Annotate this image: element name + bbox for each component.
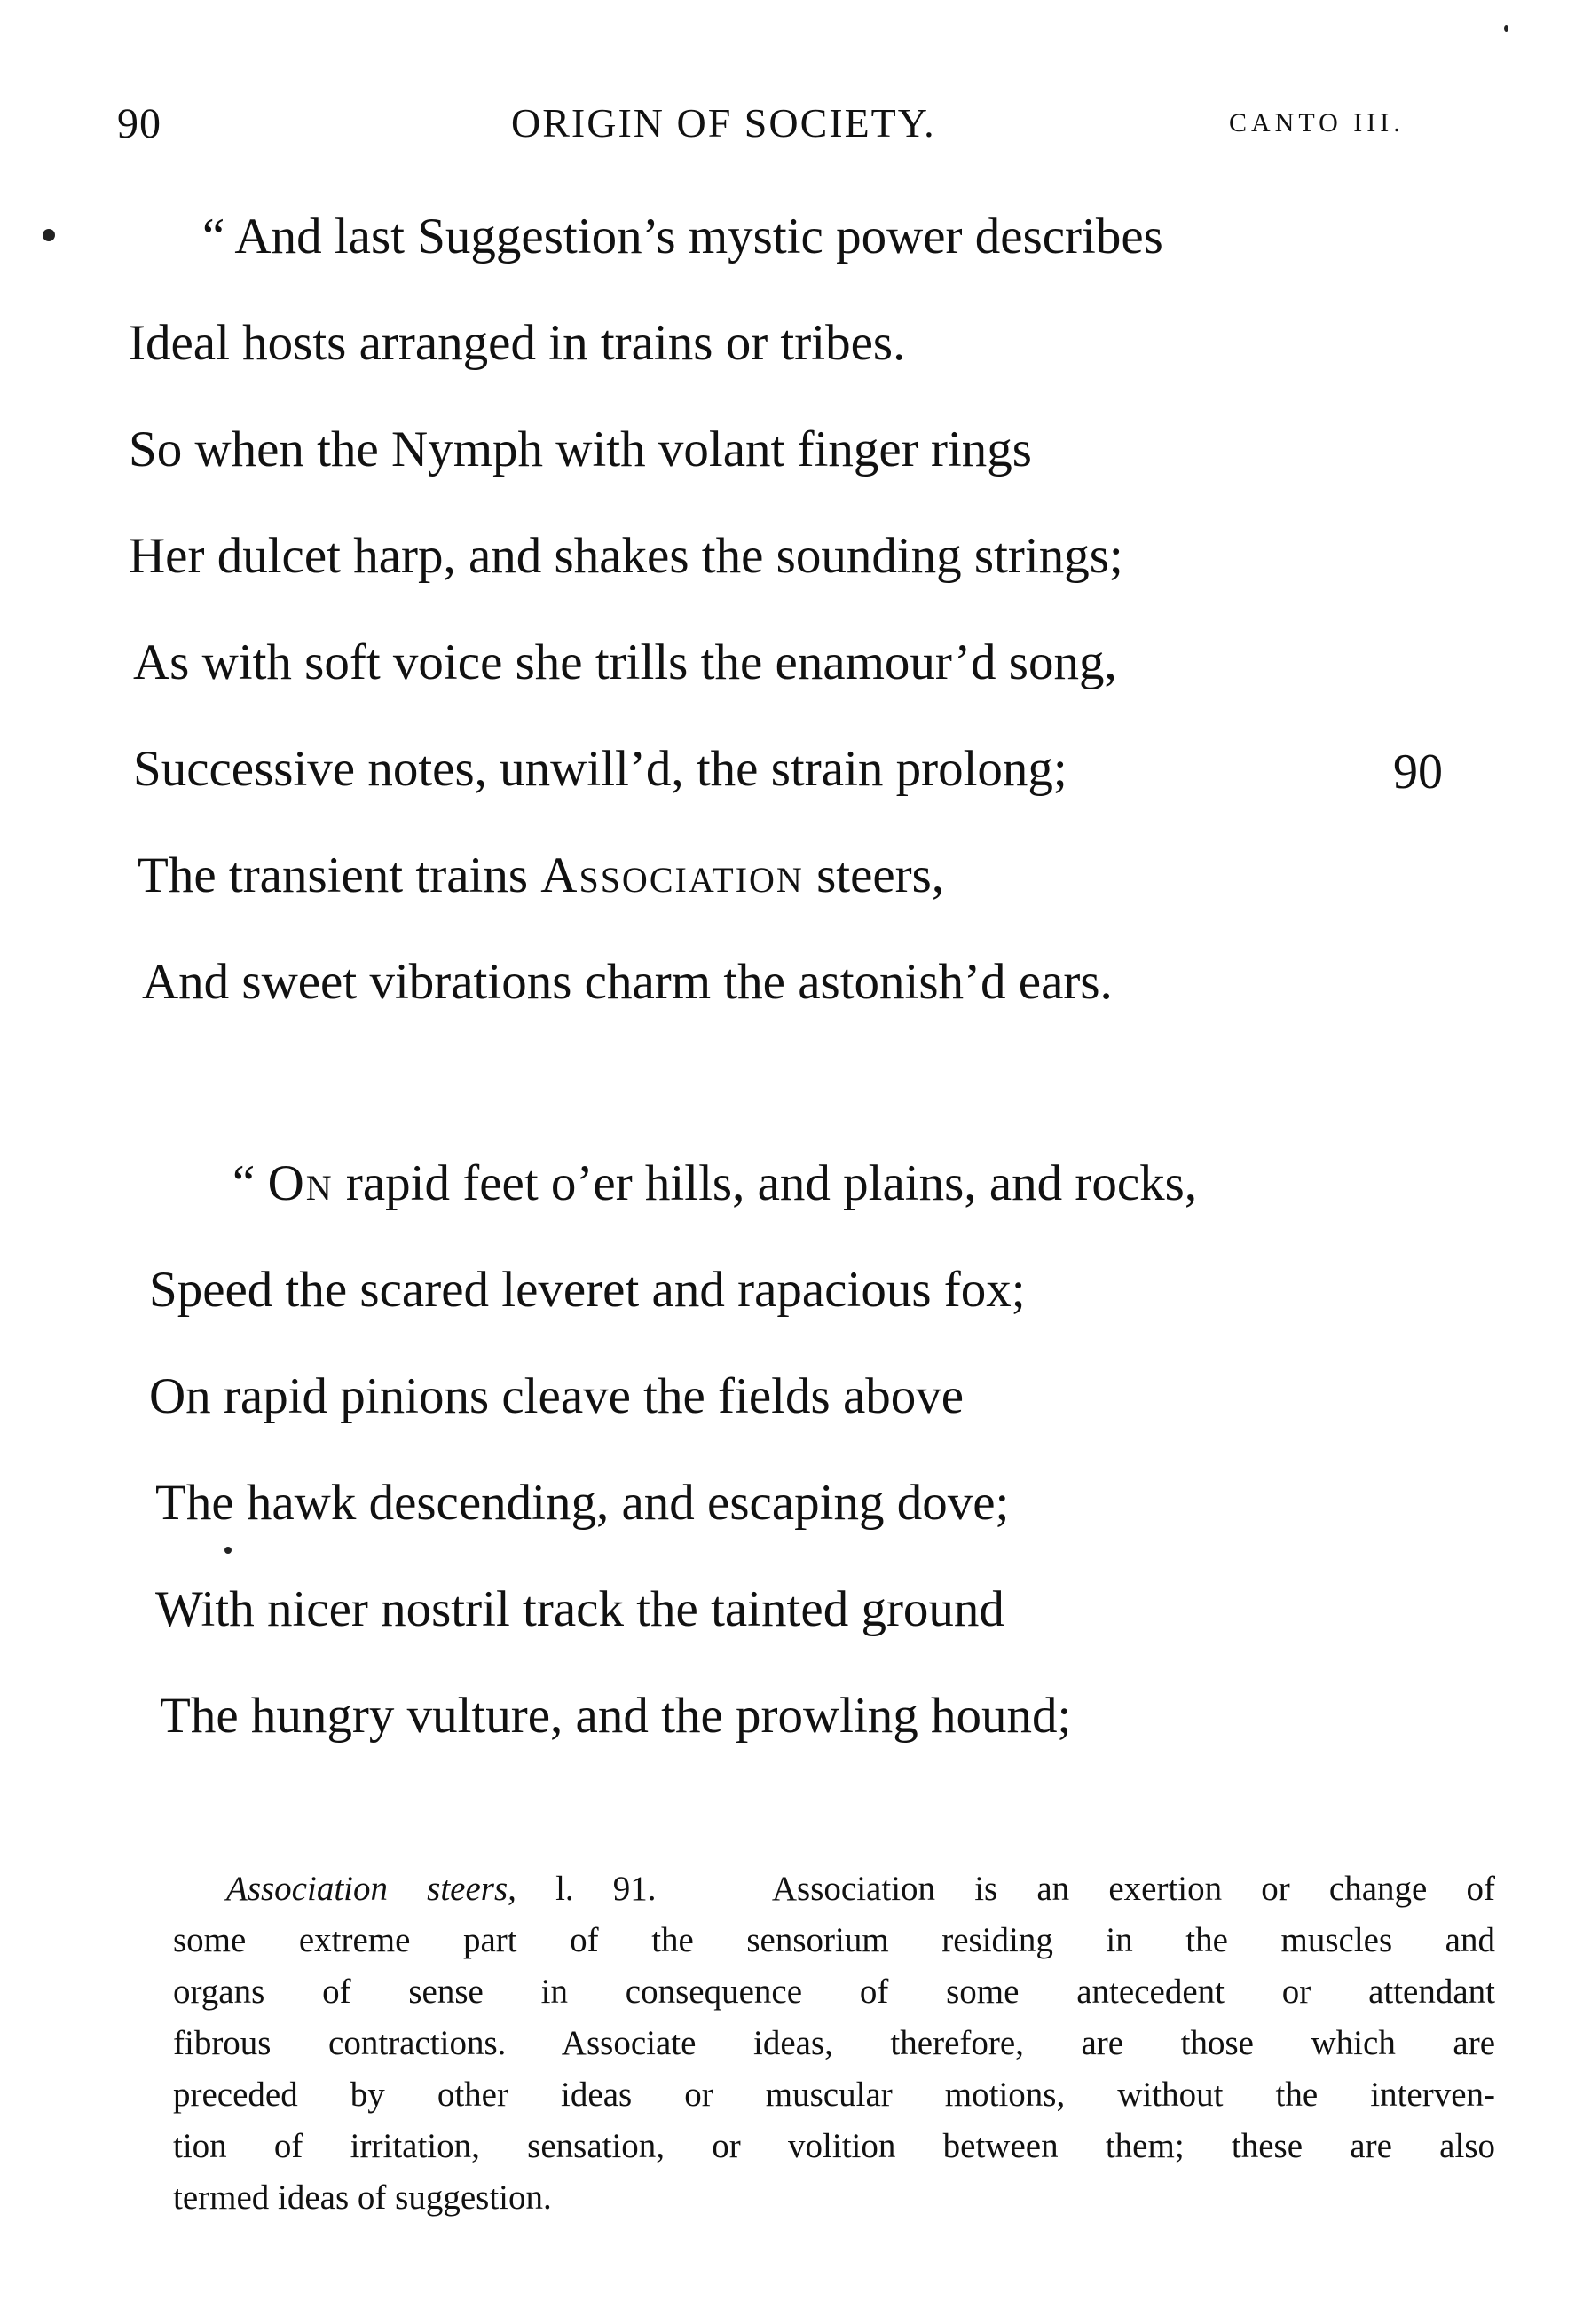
running-title: ORIGIN OF SOCIETY. [511,100,936,146]
verse-text: steers, [816,847,945,903]
verse-text: rapid feet o’er hills, and plains, and rocks, [345,1155,1198,1211]
footnote-line-ref: l. 91. [555,1870,657,1908]
page-number: 90 [117,100,161,147]
verse-line: With nicer nostril track the tainted ground [155,1581,1004,1637]
verse-line: The hawk descending, and escaping dove; [155,1475,1010,1531]
ink-speck [43,229,55,241]
verse-line: Her dulcet harp, and shakes the sounding strings; [129,528,1123,584]
verse-text: The transient trains [138,847,529,903]
page-header [0,99,1583,153]
footnote-line: termed ideas of suggestion. [173,2178,552,2217]
verse-line: And sweet vibrations charm the astonish’d ears. [142,954,1113,1010]
small-caps-word: On [267,1155,334,1211]
ink-speck [1504,25,1508,32]
open-quote: “ [232,1155,256,1211]
footnote-line: some extreme part of the sensorium residing in the muscles and [173,1921,1495,1959]
verse-line: So when the Nymph with volant finger rings [129,421,1032,477]
footnote-line: tion of irritation, sensation, or volition between them; these are also [173,2127,1495,2165]
verse-line: “ And last Suggestion’s mystic power describes [202,209,1163,264]
footnote-reference: Association steers, [226,1870,516,1908]
verse-line [138,847,945,903]
verse-line: Speed the scared leveret and rapacious fox; [149,1262,1026,1318]
footnote-line: preceded by other ideas or muscular motions, without the interven- [173,2076,1495,2114]
verse-line: Successive notes, unwill’d, the strain prolong; [133,741,1067,797]
canto-label: CANTO III. [1229,108,1405,138]
footnote-line: fibrous contractions. Associate ideas, therefore, are those which are [173,2024,1495,2062]
footnote-text: Association is an exertion or change of [771,1870,1495,1908]
small-caps-word: Association [540,847,804,903]
footnote [173,1863,1495,2224]
verse-line [232,1155,1198,1211]
ink-speck [224,1547,232,1554]
verse-line: As with soft voice she trills the enamour’d song, [133,634,1117,690]
footnote-line: organs of sense in consequence of some antecedent or attendant [173,1973,1495,2011]
verse-line: On rapid pinions cleave the fields above [149,1368,965,1424]
verse-line: The hungry vulture, and the prowling hound; [160,1688,1072,1744]
line-number: 90 [1393,744,1443,800]
verse-line: Ideal hosts arranged in trains or tribes. [129,315,906,371]
footnote-line [173,1863,1495,1915]
